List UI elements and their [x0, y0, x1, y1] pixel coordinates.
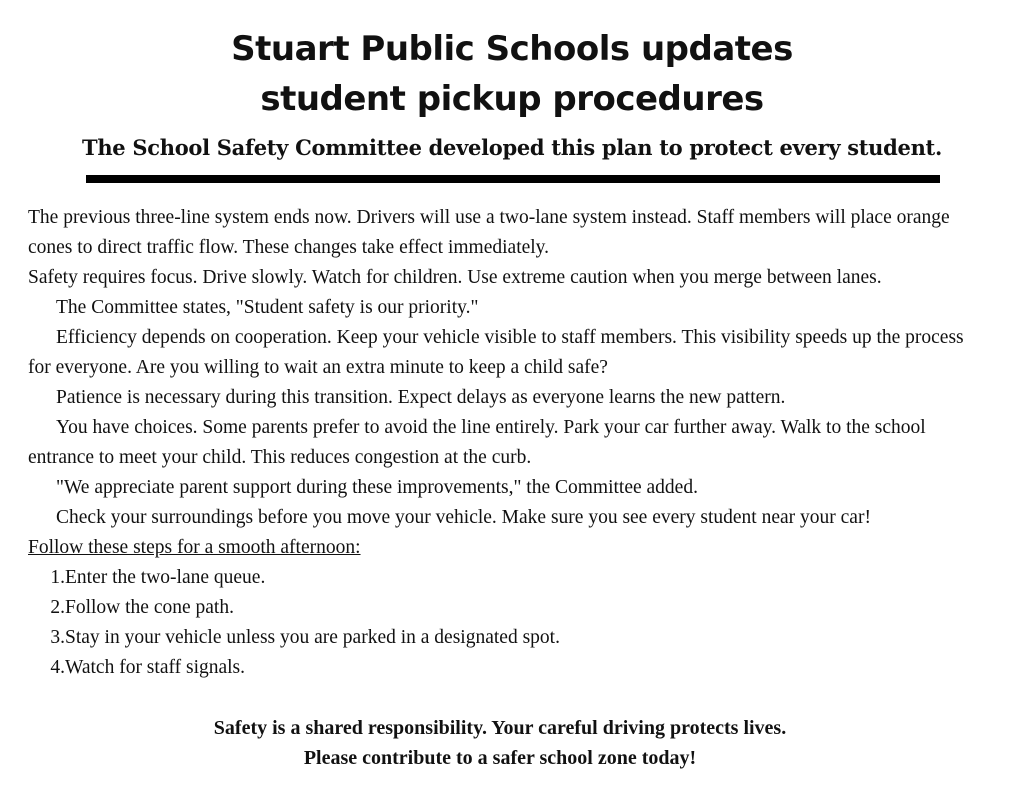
list-item-number: 3. — [50, 627, 65, 648]
closing-line-2: Please contribute to a safer school zone today! — [303, 747, 697, 769]
paragraph: Efficiency depends on cooperation. Keep your vehicle visible to staff members. This visibility speeds up the process for everyone. Are you willing to wait an extra minute to keep a child safe? — [28, 327, 964, 378]
steps-list — [28, 563, 988, 683]
paragraph: You have choices. Some parents prefer to avoid the line entirely. Park your car further away. Walk to the school entrance to meet your child. This reduces congestion at the curb. — [28, 417, 926, 468]
paragraph: "We appreciate parent support during these improvements," the Committee added. — [56, 477, 698, 498]
divider-rule — [86, 175, 940, 183]
list-item — [28, 593, 988, 623]
paragraph: Patience is necessary during this transition. Expect delays as everyone learns the new pattern. — [56, 387, 786, 408]
article-body — [28, 203, 988, 683]
list-item-text: Watch for staff signals. — [65, 657, 246, 678]
headline-line-1: Stuart Public Schools updates — [231, 29, 793, 69]
paragraph: The Committee states, "Student safety is our priority." — [56, 297, 479, 318]
headline-line-2: student pickup procedures — [260, 79, 764, 119]
paragraph: Check your surroundings before you move your vehicle. Make sure you see every student near your car! — [56, 507, 871, 528]
list-item-number: 1. — [50, 567, 65, 588]
paragraph: The previous three-line system ends now. Drivers will use a two-lane system instead. Staff members will place orange cones to direct traffic flow. These changes take effect immediately. — [28, 207, 950, 258]
list-item — [28, 563, 988, 593]
headline — [0, 24, 1024, 124]
list-item-number: 4. — [50, 657, 65, 678]
list-item-number: 2. — [50, 597, 65, 618]
list-item — [28, 623, 988, 653]
list-item — [28, 653, 988, 683]
list-item-text: Stay in your vehicle unless you are parked in a designated spot. — [65, 627, 560, 648]
steps-heading: Follow these steps for a smooth afternoon: — [28, 537, 361, 558]
list-item-text: Enter the two-lane queue. — [65, 567, 266, 588]
list-item-text: Follow the cone path. — [65, 597, 234, 618]
subheadline: The School Safety Committee developed this plan to protect every student. — [82, 135, 942, 160]
closing-line-1: Safety is a shared responsibility. Your careful driving protects lives. — [213, 717, 787, 739]
closing-statement — [0, 713, 1000, 773]
paragraph: Safety requires focus. Drive slowly. Watch for children. Use extreme caution when you merge between lanes. — [28, 267, 882, 288]
